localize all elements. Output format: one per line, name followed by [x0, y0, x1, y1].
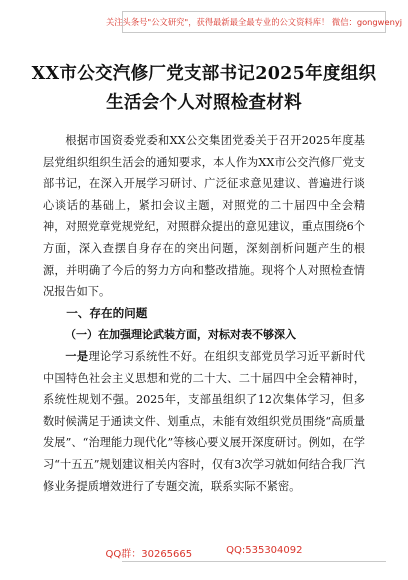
footer-qq-group: QQ群：30265665	[105, 549, 193, 560]
intro-paragraph: 根据市国资委党委和XX公交集团党委关于召开2025年度基层党组织组织生活会的通知要求，本人作为XX市公交汽修厂党支部书记，在深入开展学习研讨、广泛征求意见建议、普遍进行谈心谈话的基础上，紧扣会议主题，对照党的二十届四中全会精神，对照党章党规党纪，对照群众提出的意见建议，重点围绕6个方面，深入查摆自身存在的突出问题，深刻剖析问题产生的根源，并明确了今后的努力方向和整改措施。现将个人对照检查情况报告如下。	[43, 134, 365, 299]
paragraph-1-lead: 一是	[65, 348, 89, 363]
header-banner-text: 关注头条号"公文研究"，获得最新最全最专业的公文资料库！ 微信：gongwenyj	[105, 17, 403, 27]
paragraph-1	[43, 346, 365, 497]
paragraph-1-body: 理论学习系统性不好。在组织支部党员学习近平新时代中国特色社会主义思想和党的二十大、二十届四中全会精神时，系统性规划不强。2025年，支部虽组织了12次集体学习，但多数时候满足于通读文件、划重点，未能有效组织党员围绕“高质量发展”、“治理能力现代化”等核心要义展开深度研讨。例如，在学习“十五五”规划建议相关内容时，仅有3次学习就如何结合我厂汽修业务提质增效进行了专题交流，联系实际不紧密。	[43, 349, 365, 493]
section-heading: 一、存在的问题	[66, 305, 148, 320]
footer-qq: QQ:535304092	[226, 545, 303, 556]
subsection-heading: （一）在加强理论武装方面，对标对表不够深入	[65, 328, 296, 342]
header-banner	[105, 11, 403, 33]
footer-divider	[122, 561, 386, 562]
document-title: XX市公交汽修厂党支部书记2025年度组织生活会个人对照检查材料	[31, 64, 377, 113]
page-footer	[0, 545, 408, 560]
document-body	[43, 130, 365, 497]
